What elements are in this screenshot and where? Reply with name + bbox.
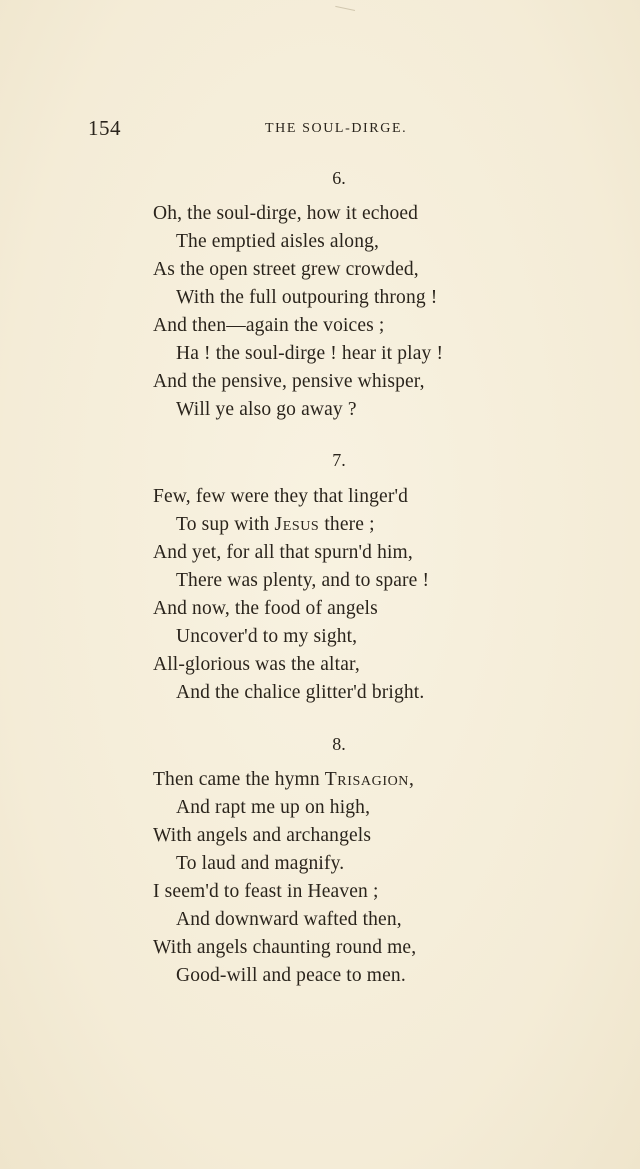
verse-line: As the open street grew crowded,: [153, 259, 419, 280]
verse-line: Good-will and peace to men.: [176, 965, 406, 986]
verse-line: And then—again the voices ;: [153, 315, 385, 336]
stanza-number: 8.: [332, 734, 346, 754]
verse-line: With angels chaunting round me,: [153, 937, 417, 958]
verse-line: Then came the hymn Trisagion,: [153, 769, 415, 790]
stanza-number: 6.: [332, 168, 346, 188]
name-jesus: Jesus: [274, 514, 320, 535]
stanza-number: 7.: [332, 450, 346, 470]
verse-line: There was plenty, and to spare !: [176, 570, 430, 591]
verse-line: With the full outpouring throng !: [176, 287, 438, 308]
verse-line: Oh, the soul-dirge, how it echoed: [153, 203, 419, 224]
verse-line: With angels and archangels: [153, 825, 372, 846]
verse-line: All-glorious was the altar,: [153, 654, 360, 675]
page-number: 154: [88, 116, 121, 140]
running-title: THE SOUL-DIRGE.: [265, 121, 408, 136]
verse-line: Few, few were they that linger'd: [153, 486, 409, 507]
verse-line: To sup with Jesus there ;: [176, 514, 375, 535]
verse-line: And yet, for all that spurn'd him,: [153, 542, 413, 563]
verse-line: Uncover'd to my sight,: [176, 626, 358, 647]
verse-line: And the pensive, pensive whisper,: [153, 371, 425, 392]
verse-line: Ha ! the soul-dirge ! hear it play !: [176, 343, 444, 364]
verse-line: And downward wafted then,: [176, 909, 402, 930]
verse-line: And now, the food of angels: [153, 598, 378, 619]
verse-line: To laud and magnify.: [176, 853, 345, 874]
verse-line: The emptied aisles along,: [176, 231, 380, 252]
verse-line: I seem'd to feast in Heaven ;: [153, 881, 379, 902]
verse-line: Will ye also go away ?: [176, 399, 357, 420]
term-trisagion: Trisagion: [324, 769, 409, 790]
verse-line: And rapt me up on high,: [176, 797, 371, 818]
verse-line: And the chalice glitter'd bright.: [176, 682, 425, 703]
page-edge-mark: [335, 0, 356, 11]
